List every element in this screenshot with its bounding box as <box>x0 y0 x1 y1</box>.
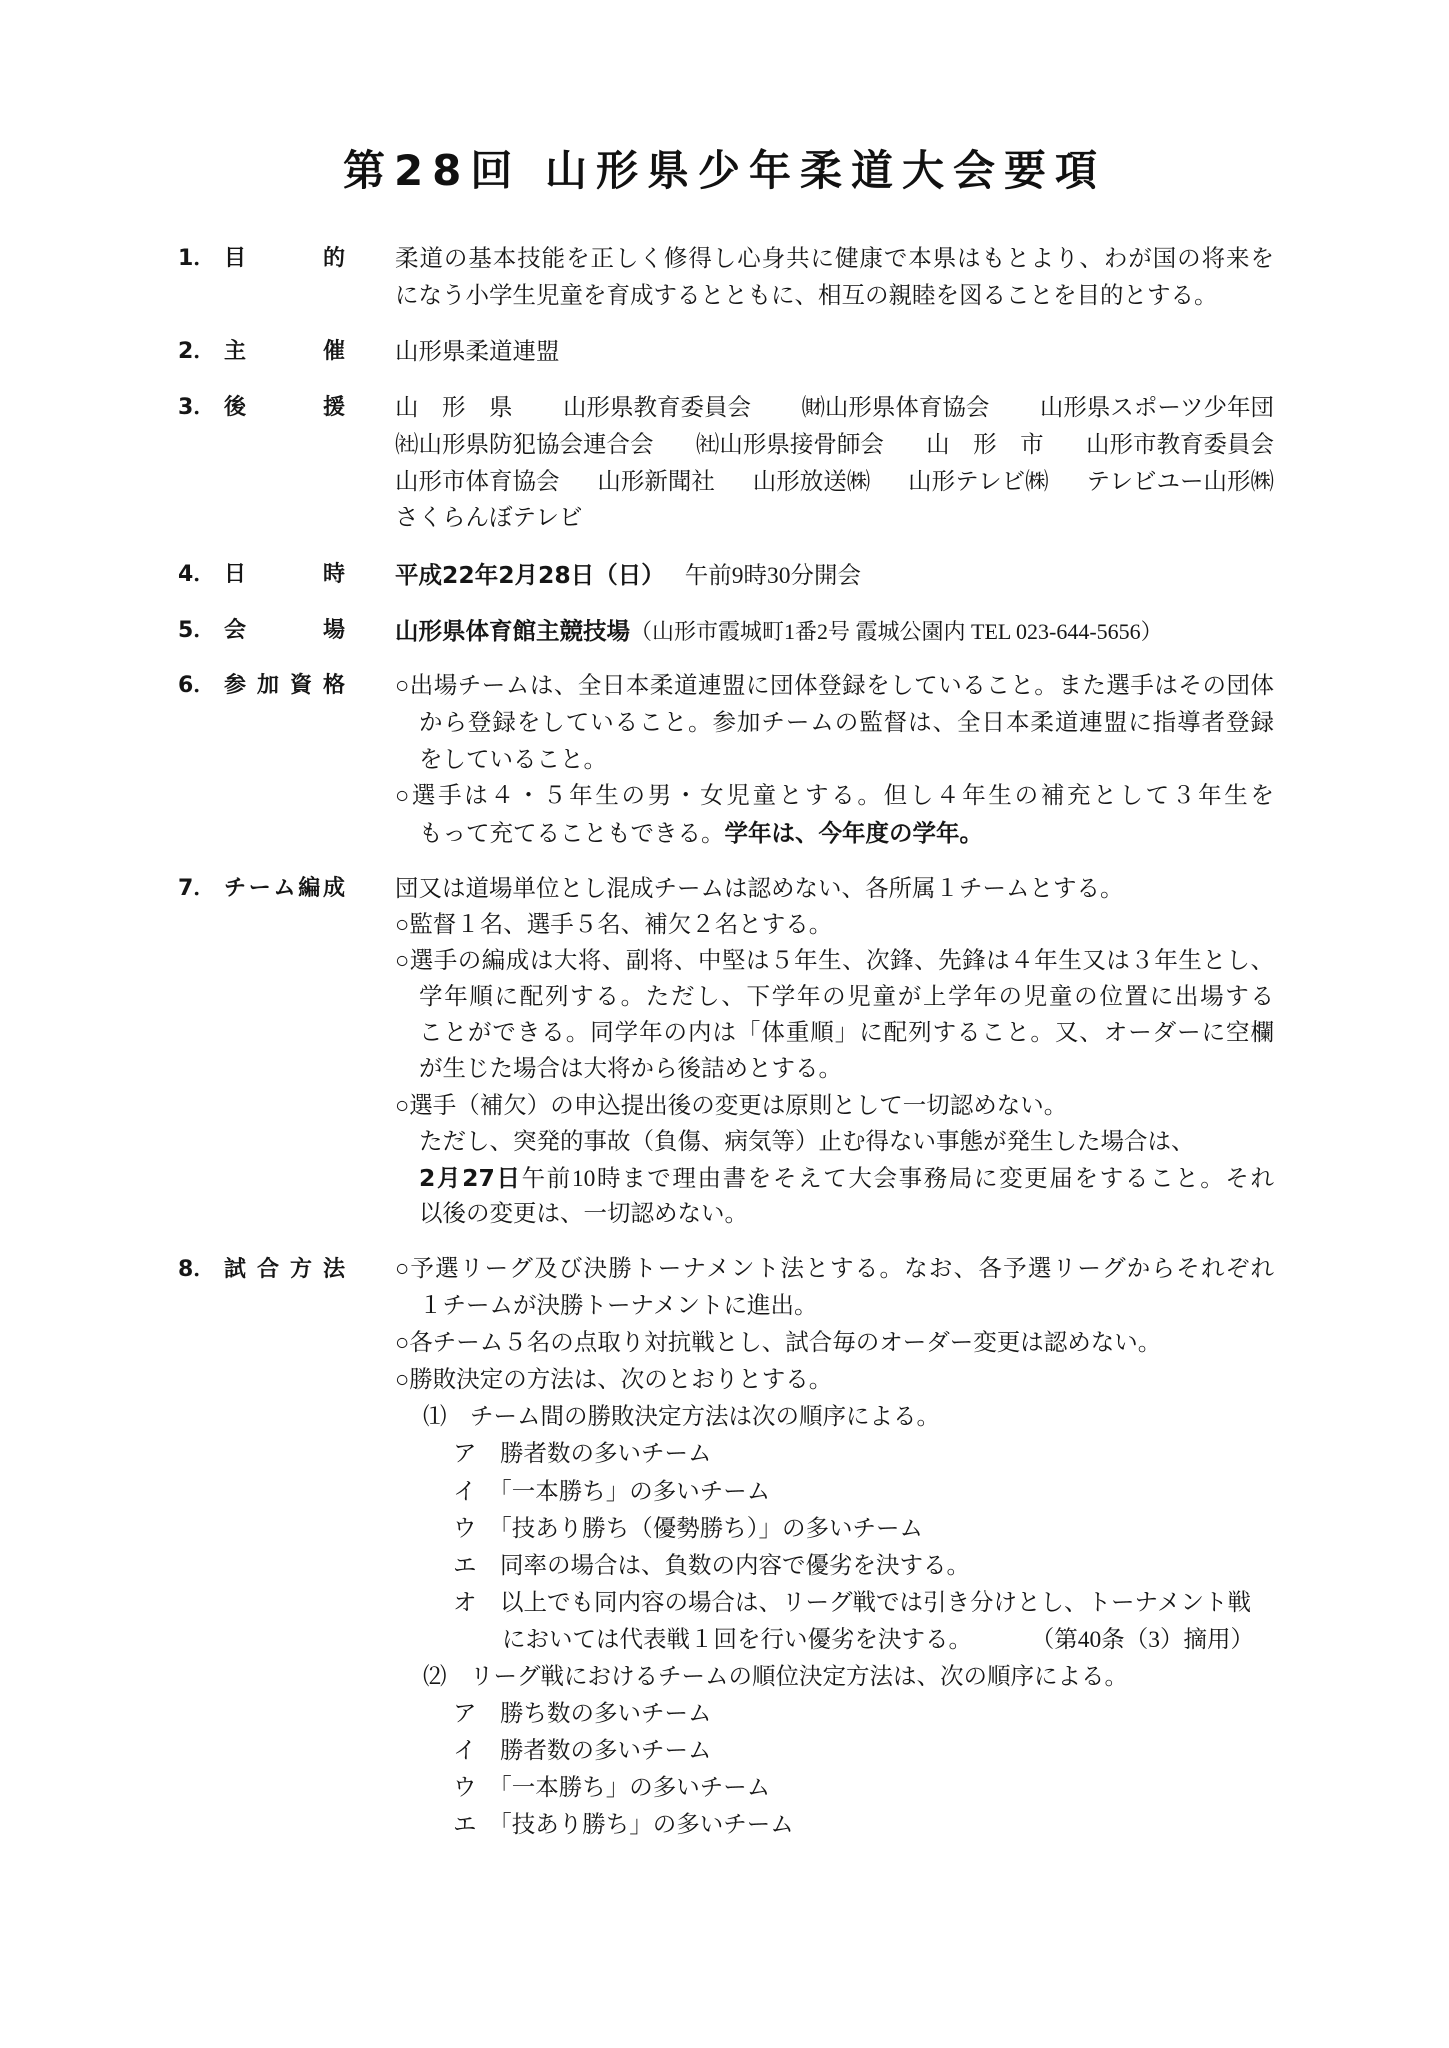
sponsor-name: 山 形 市 <box>926 431 1044 458</box>
sponsor-name: ㈳山形県接骨師会 <box>695 431 884 458</box>
body-line: ことができる。同学年の内は「体重順」に配列すること。又、オーダーに空欄 <box>419 1020 1274 1047</box>
body-line <box>395 557 1274 594</box>
sponsor-name: 山形県教育委員会 <box>562 395 751 421</box>
section-body <box>395 613 1274 650</box>
section-body <box>395 334 1274 371</box>
section-label: 試合方法 <box>224 1257 345 1282</box>
body-line <box>395 613 1274 650</box>
body-line: ○予選リーグ及び決勝トーナメント法とする。なお、各予選リーグからそれぞれ <box>395 1256 1274 1282</box>
list-item: イ 勝者数の多いチーム <box>453 1738 712 1765</box>
body-line: ○選手（補欠）の申込提出後の変更は原則として一切認めない。 <box>395 1092 1068 1119</box>
event-date: 平成22年2月28日（日） <box>395 561 665 589</box>
body-line: ○出場チームは、全日本柔道連盟に団体登録をしていること。また選手はその団体 <box>395 673 1274 699</box>
sponsor-name: 山形市教育委員会 <box>1085 431 1274 458</box>
body-line: １チームが決勝トーナメントに進出。 <box>419 1293 818 1320</box>
rule-reference: （第40条（3）摘用） <box>1030 1626 1254 1653</box>
section-body <box>395 241 1274 315</box>
section-number: 6． <box>178 673 216 698</box>
sponsor-name: 山形市体育協会 <box>395 468 560 495</box>
body-text: 午前10時まで理由書をそえて大会事務局に変更届をすること。それ <box>521 1165 1274 1192</box>
list-item: ア 勝ち数の多いチーム <box>453 1701 712 1728</box>
body-line: をしていること。 <box>419 746 607 773</box>
body-line: から登録をしていること。参加チームの監督は、全日本柔道連盟に指導者登録 <box>419 709 1274 736</box>
section-body <box>395 1251 1274 1845</box>
body-line: ○選手は４・５年生の男・女児童とする。但し４年生の補充として３年生を <box>395 783 1274 810</box>
venue-name: 山形県体育館主競技場 <box>395 617 630 645</box>
section-number: 7． <box>178 876 216 901</box>
sponsor-name: ㈳山形県防犯協会連合会 <box>395 431 654 458</box>
emphasis-text: 学年は、今年度の学年。 <box>724 819 983 848</box>
subsection-heading: ⑵ リーグ戦におけるチームの順位決定方法は、次の順序による。 <box>423 1664 1128 1691</box>
sponsor-name: 山 形 県 <box>395 395 513 421</box>
section-number: 5． <box>178 618 216 643</box>
body-text: においては代表戦１回を行い優劣を決する。 <box>502 1626 972 1653</box>
list-item: エ 同率の場合は、負数の内容で優劣を決する。 <box>453 1552 970 1579</box>
body-line: が生じた場合は大将から後詰めとする。 <box>419 1056 842 1083</box>
sponsor-name: ㈶山形県体育協会 <box>801 395 990 421</box>
section-label: 目的 <box>224 246 345 271</box>
list-item: ア 勝者数の多いチーム <box>453 1441 712 1468</box>
section-number: 1． <box>178 246 216 271</box>
list-item: ウ 「技あり勝ち（優勢勝ち）」の多いチーム <box>453 1515 923 1542</box>
section-label: 参加資格 <box>224 673 345 698</box>
body-line: 山形県柔道連盟 <box>395 339 560 365</box>
body-line <box>395 1160 1274 1196</box>
body-line: ただし、突発的事故（負傷、病気等）止む得ない事態が発生した場合は、 <box>419 1128 1195 1155</box>
body-line: ○監督１名、選手５名、補欠２名とする。 <box>395 912 833 939</box>
section-label: 後援 <box>224 395 345 420</box>
sponsor-name: 山形放送㈱ <box>752 468 871 495</box>
subsection-heading: ⑴ チーム間の勝敗決定方法は次の順序による。 <box>423 1404 940 1431</box>
sponsor-row <box>395 464 1274 501</box>
section-body <box>395 871 1274 1232</box>
sponsor-name: 山形テレビ㈱ <box>908 468 1049 495</box>
body-line: ○各チーム５名の点取り対抗戦とし、試合毎のオーダー変更は認めない。 <box>395 1330 1162 1357</box>
body-text: もって充てることもできる。 <box>419 821 725 848</box>
list-item: オ 以上でも同内容の場合は、リーグ戦では引き分けとし、トーナメント戦 <box>453 1589 1252 1616</box>
deadline-date: 2月27日 <box>419 1163 522 1192</box>
body-line: 団又は道場単位とし混成チームは認めない、各所属１チームとする。 <box>395 876 1124 902</box>
section-number: 2． <box>178 339 216 364</box>
section-number: 4． <box>178 562 216 587</box>
list-item: ウ 「一本勝ち」の多いチーム <box>453 1775 771 1802</box>
body-line: ○選手の編成は大将、副将、中堅は５年生、次鋒、先鋒は４年生又は３年生とし、 <box>395 948 1274 975</box>
venue-address: （山形市霞城町1番2号 霞城公園内 TEL 023-644-5656） <box>630 619 1163 644</box>
sponsor-row <box>395 427 1274 464</box>
sponsor-name: テレビユー山形㈱ <box>1086 468 1274 495</box>
section-body <box>395 668 1274 852</box>
section-body <box>395 557 1274 594</box>
section-number: 3． <box>178 395 216 420</box>
sponsor-name: 山形新聞社 <box>597 468 715 495</box>
event-time: 午前9時30分開会 <box>684 563 862 589</box>
section-label: 主催 <box>224 339 345 364</box>
list-item-continuation <box>395 1622 1274 1659</box>
list-item: イ 「一本勝ち」の多いチーム <box>453 1478 771 1505</box>
section-label: 日時 <box>224 562 345 587</box>
sponsor-name: さくらんぼテレビ <box>395 505 583 532</box>
section-body <box>395 390 1274 537</box>
document-title: 第28回 山形県少年柔道大会要項 <box>342 146 1107 195</box>
body-line: 柔道の基本技能を正しく修得し心身共に健康で本県はもとより、わが国の将来を <box>395 246 1274 272</box>
sponsor-name: 山形県スポーツ少年団 <box>1039 395 1274 421</box>
body-line: 学年順に配列する。ただし、下学年の児童が上学年の児童の位置に出場する <box>419 984 1274 1011</box>
list-item: エ 「技あり勝ち」の多いチーム <box>453 1812 794 1839</box>
body-line <box>395 815 1274 852</box>
sponsor-row <box>395 390 1274 427</box>
body-line: になう小学生児童を育成するとともに、相互の親睦を図ることを目的とする。 <box>395 282 1218 309</box>
section-label: チーム編成 <box>224 876 345 901</box>
body-line: 以後の変更は、一切認めない。 <box>419 1200 748 1227</box>
section-label: 会場 <box>224 618 345 643</box>
section-number: 8． <box>178 1257 216 1282</box>
sponsor-row <box>395 500 1274 537</box>
body-line: ○勝敗決定の方法は、次のとおりとする。 <box>395 1367 833 1394</box>
